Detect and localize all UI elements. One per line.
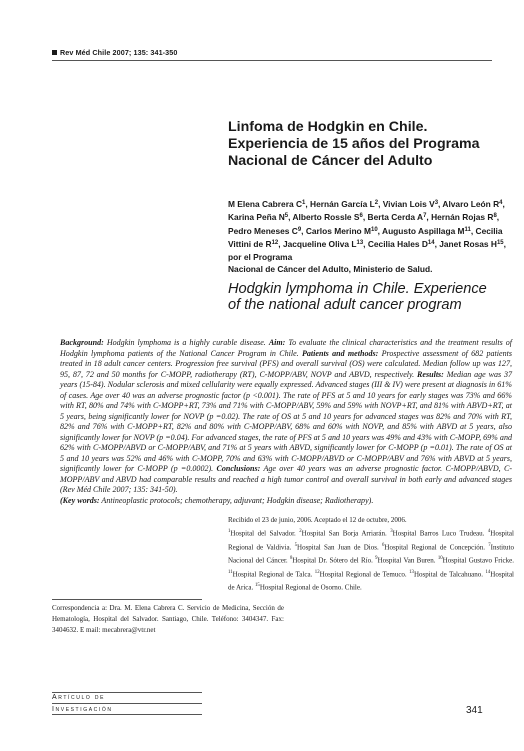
author-name: Janet Rosas H — [439, 239, 497, 250]
author-separator: , — [305, 199, 311, 209]
english-title: Hodgkin lymphoma in Chile. Experience of the national adult cancer program — [228, 281, 487, 314]
affiliation-text: Hospital Regional de Talca. — [232, 569, 315, 578]
affiliations — [228, 526, 514, 594]
author-separator: , — [438, 199, 443, 209]
author-affiliation-number: 12 — [271, 240, 279, 247]
author — [382, 226, 471, 236]
section-rule-top — [52, 692, 202, 693]
affiliation-text: Hospital San Juan de Dios. — [297, 542, 382, 551]
author-affiliation-number: 5 — [284, 213, 289, 220]
author-affiliation-number: 3 — [434, 200, 439, 206]
author — [228, 199, 305, 209]
author-separator: , — [470, 225, 476, 236]
received-date: Recibido el 23 de junio, 2006. Aceptado el 12 de octubre, 2006. — [228, 516, 407, 524]
affiliation-text: Hospital Regional de Temuco. — [319, 569, 410, 578]
author-separator: , — [496, 212, 500, 223]
abstract-label: Background: — [60, 338, 104, 347]
author — [442, 199, 502, 209]
author-separator: , — [377, 225, 383, 236]
author-name: Carlos Merino M — [305, 225, 371, 236]
abstract-label: Patients and methods: — [301, 348, 379, 358]
author — [368, 239, 435, 249]
affiliation-number: 2 — [299, 529, 302, 534]
abstract-text: Hodgkin lymphoma is a highly curable disease. — [103, 338, 269, 347]
author-name: Pedro Meneses C — [228, 225, 298, 236]
section-rule-middle — [52, 703, 202, 704]
affiliation-number: 10 — [437, 556, 443, 562]
author-separator: , — [502, 199, 505, 209]
author-separator: , — [301, 225, 306, 236]
affiliation-number: 5 — [294, 542, 298, 548]
affiliation-text: Hospital Gustavo Fricke. — [442, 556, 514, 565]
affiliation-number: 8 — [289, 556, 293, 562]
author-affiliation-number: 4 — [499, 200, 503, 206]
affiliation-number: 13 — [409, 569, 414, 575]
affiliation-number: 12 — [314, 569, 320, 575]
author-name: Cecilia Hales D — [367, 239, 428, 250]
affiliation-number: 4 — [487, 529, 491, 534]
institution-name: Nacional de Cáncer del Adulto, Ministerio de Salud. — [228, 264, 433, 275]
affiliation-text: Instituto Nacional del Cáncer. — [228, 542, 514, 565]
author-affiliation-number: 7 — [423, 213, 427, 220]
author — [306, 226, 378, 236]
affiliation-number: 9 — [375, 556, 378, 562]
author-affiliation-number: 2 — [374, 200, 379, 206]
author — [368, 212, 427, 222]
section-label-line2: Investigación — [52, 706, 113, 713]
author-affiliation-number: 15 — [496, 240, 504, 247]
affiliation-number: 14 — [485, 569, 491, 575]
affiliation-text: Hospital Dr. Sótero del Río. — [292, 556, 376, 565]
affiliation-text: Hospital San Borja Arriarán. — [301, 529, 391, 538]
author-program: , por el Programa — [228, 239, 506, 262]
author-name: M Elena Cabrera C — [228, 199, 303, 209]
author-affiliation-number: 6 — [359, 213, 363, 220]
abstract-text: Prospective assessment of 682 patients treated in 18 adult cancer centers. Progression free survival (PFS) and overall survival (OS) were calculated. Median follow up was 127, 95, 87, 72 and 50 months for C-MOPP, radiotherapy (RT), C-MOPP/ABV, NOVP and ABVD, respectively. — [60, 348, 512, 379]
running-head — [52, 48, 177, 57]
author-name: Cecilia Vittini de R — [228, 225, 503, 250]
abstract-text: To evaluate the clinical characteristics and the treatment results of Hodgkin lymphoma patients of the National Cancer Program in Chile. — [60, 338, 512, 358]
author-name: Karina Peña N — [228, 212, 285, 223]
author-separator: , — [426, 212, 432, 223]
correspondence: Correspondencia a: Dra. M. Elena Cabrera C. Servicio de Medicina, Sección de Hematología, Hospital del Salvador. Santiago, Chile. Teléfono: 3404347. Fax: 3404632. E mail: mecabrera@vtr.net — [52, 604, 284, 635]
affiliation-text: Hospital Barros Luco Trudeau. — [392, 529, 488, 538]
author — [439, 239, 503, 249]
affiliation-number: 3 — [390, 529, 393, 534]
author-name: Jacqueline Oliva L — [282, 239, 357, 250]
article-title: Linfoma de Hodgkin en Chile. Experiencia de 15 años del Programa Nacional de Cáncer del Adulto — [228, 119, 480, 170]
author-name: Vivian Lois V — [382, 199, 435, 209]
author-affiliation-number: 10 — [370, 226, 378, 233]
author — [292, 212, 362, 222]
author-name: Augusto Aspillaga M — [382, 225, 465, 236]
journal-citation: Rev Méd Chile 2007; 135: 341-350 — [60, 48, 178, 57]
author-separator: , — [363, 239, 368, 250]
author — [383, 199, 438, 209]
keywords-text: Antineoplastic protocols; chemotherapy, adjuvant; Hodgkin disease; Radiotherapy). — [99, 496, 374, 505]
author-name: Hernán Rojas R — [431, 212, 494, 223]
section-label-line1: Artículo de — [52, 694, 106, 701]
section-rule-bottom — [52, 714, 202, 715]
author-separator: , — [378, 199, 383, 209]
affiliation-text: Hospital Regional de Osorno. Chile. — [259, 583, 362, 592]
author — [283, 239, 363, 249]
author — [310, 199, 378, 209]
affiliation-text: Hospital de Talcahuano. — [413, 569, 486, 578]
header-rule — [52, 60, 492, 61]
affiliation-text: Hospital Van Buren. — [377, 556, 438, 565]
affiliation-text: Hospital de Arica. — [228, 569, 515, 592]
author-name: Berta Cerda A — [367, 212, 424, 223]
keywords — [60, 496, 512, 507]
affiliation-number: 6 — [381, 542, 385, 548]
abstract-label: Conclusions: — [216, 464, 261, 473]
affiliation-number: 11 — [228, 569, 233, 575]
keywords-label: (Key words: — [60, 496, 100, 505]
author-separator: , — [288, 212, 293, 223]
author-affiliation-number: 11 — [464, 226, 471, 233]
affiliation-number: 7 — [488, 542, 491, 548]
author-affiliation-number: 14 — [427, 240, 435, 247]
page-number: 341 — [466, 705, 483, 716]
abstract-label: Aim: — [268, 338, 286, 347]
author-separator: , — [434, 239, 440, 250]
author-name: Alvaro León R — [442, 199, 500, 209]
author — [431, 212, 500, 223]
square-bullet-icon — [52, 50, 57, 55]
author-affiliation-number: 1 — [302, 200, 306, 206]
affiliation-text: Hospital del Salvador. — [230, 529, 300, 538]
abstract-label: Results: — [417, 369, 444, 379]
abstract-text: Median age was 37 years (15-84). Nodular sclerosis and mixed cellularity were equally expressed. Advanced stages (III & IV) were present at diagnosis in 61% of cases. Age over 40 was an adverse prognostic factor (p <0.001). The rate of PFS at 5 and 10 years for early stages was 73% and 66% with RT, 80% and 74% with C-MOPP+RT, 73% and 71% with C-MOPP/ABV, 59% and 59% with NOVP+RT, and 81% with ABVD+RT, at 5 years, being significantly lower for NOVP (p =0.02). The rate of OS at 5 and 10 years for advanced stages was 82% and 70% with RT, 82% and 76% with C-MOPP+RT, 82% and 80% with C-MOPP/ABV, 68% and 60% with NOVP, and 85% with ABVD at 5 years, also significantly lower for NOVP (p =0.04). For advanced stages, the rate of PFS at 5 and 10 years was 49% and 43% with C-MOPP, 69% and 62% with C-MOPP/ABVD or C-MOPP/ABV, and 71% at 5 years with ABVD, significantly lower for C-MOPP (p =0.01). The rate of OS at 5 and 10 years was 52% and 46% with C-MOPP, 70% and 63% with C-MOPP/ABVD or C-MOPP/ABV and 76% with ABVD at 5 years, significantly lower for C-MOPP (p =0.0002). — [60, 369, 512, 473]
correspondence-rule — [52, 599, 202, 600]
affiliation-number: 15 — [255, 583, 260, 589]
author-affiliation-number: 13 — [356, 240, 364, 247]
affiliation-number: 1 — [228, 529, 231, 534]
author-separator: , — [362, 212, 368, 223]
affiliation-text: Hospital Regional de Concepción. — [384, 542, 489, 551]
author-affiliation-number: 8 — [493, 213, 497, 220]
author — [228, 226, 301, 236]
author-name: Alberto Rossle S — [292, 212, 360, 223]
author-affiliation-number: 9 — [297, 226, 302, 233]
author-name: Hernán García L — [310, 199, 375, 209]
author — [228, 212, 288, 222]
author-separator: , — [278, 239, 283, 250]
affiliation-text: Hospital Regional de Valdivia. — [228, 529, 514, 551]
abstract — [60, 338, 512, 496]
abstract-text: Age over 40 years was an adverse prognostic factor. C-MOPP/ABVD, C-MOPP/ABV and ABVD had comparable results and reached a high tumor control and overall survival in both early and advanced stages (Rev Méd Chile 2007; 135: 341-50). — [60, 464, 512, 494]
author-list — [228, 197, 506, 275]
